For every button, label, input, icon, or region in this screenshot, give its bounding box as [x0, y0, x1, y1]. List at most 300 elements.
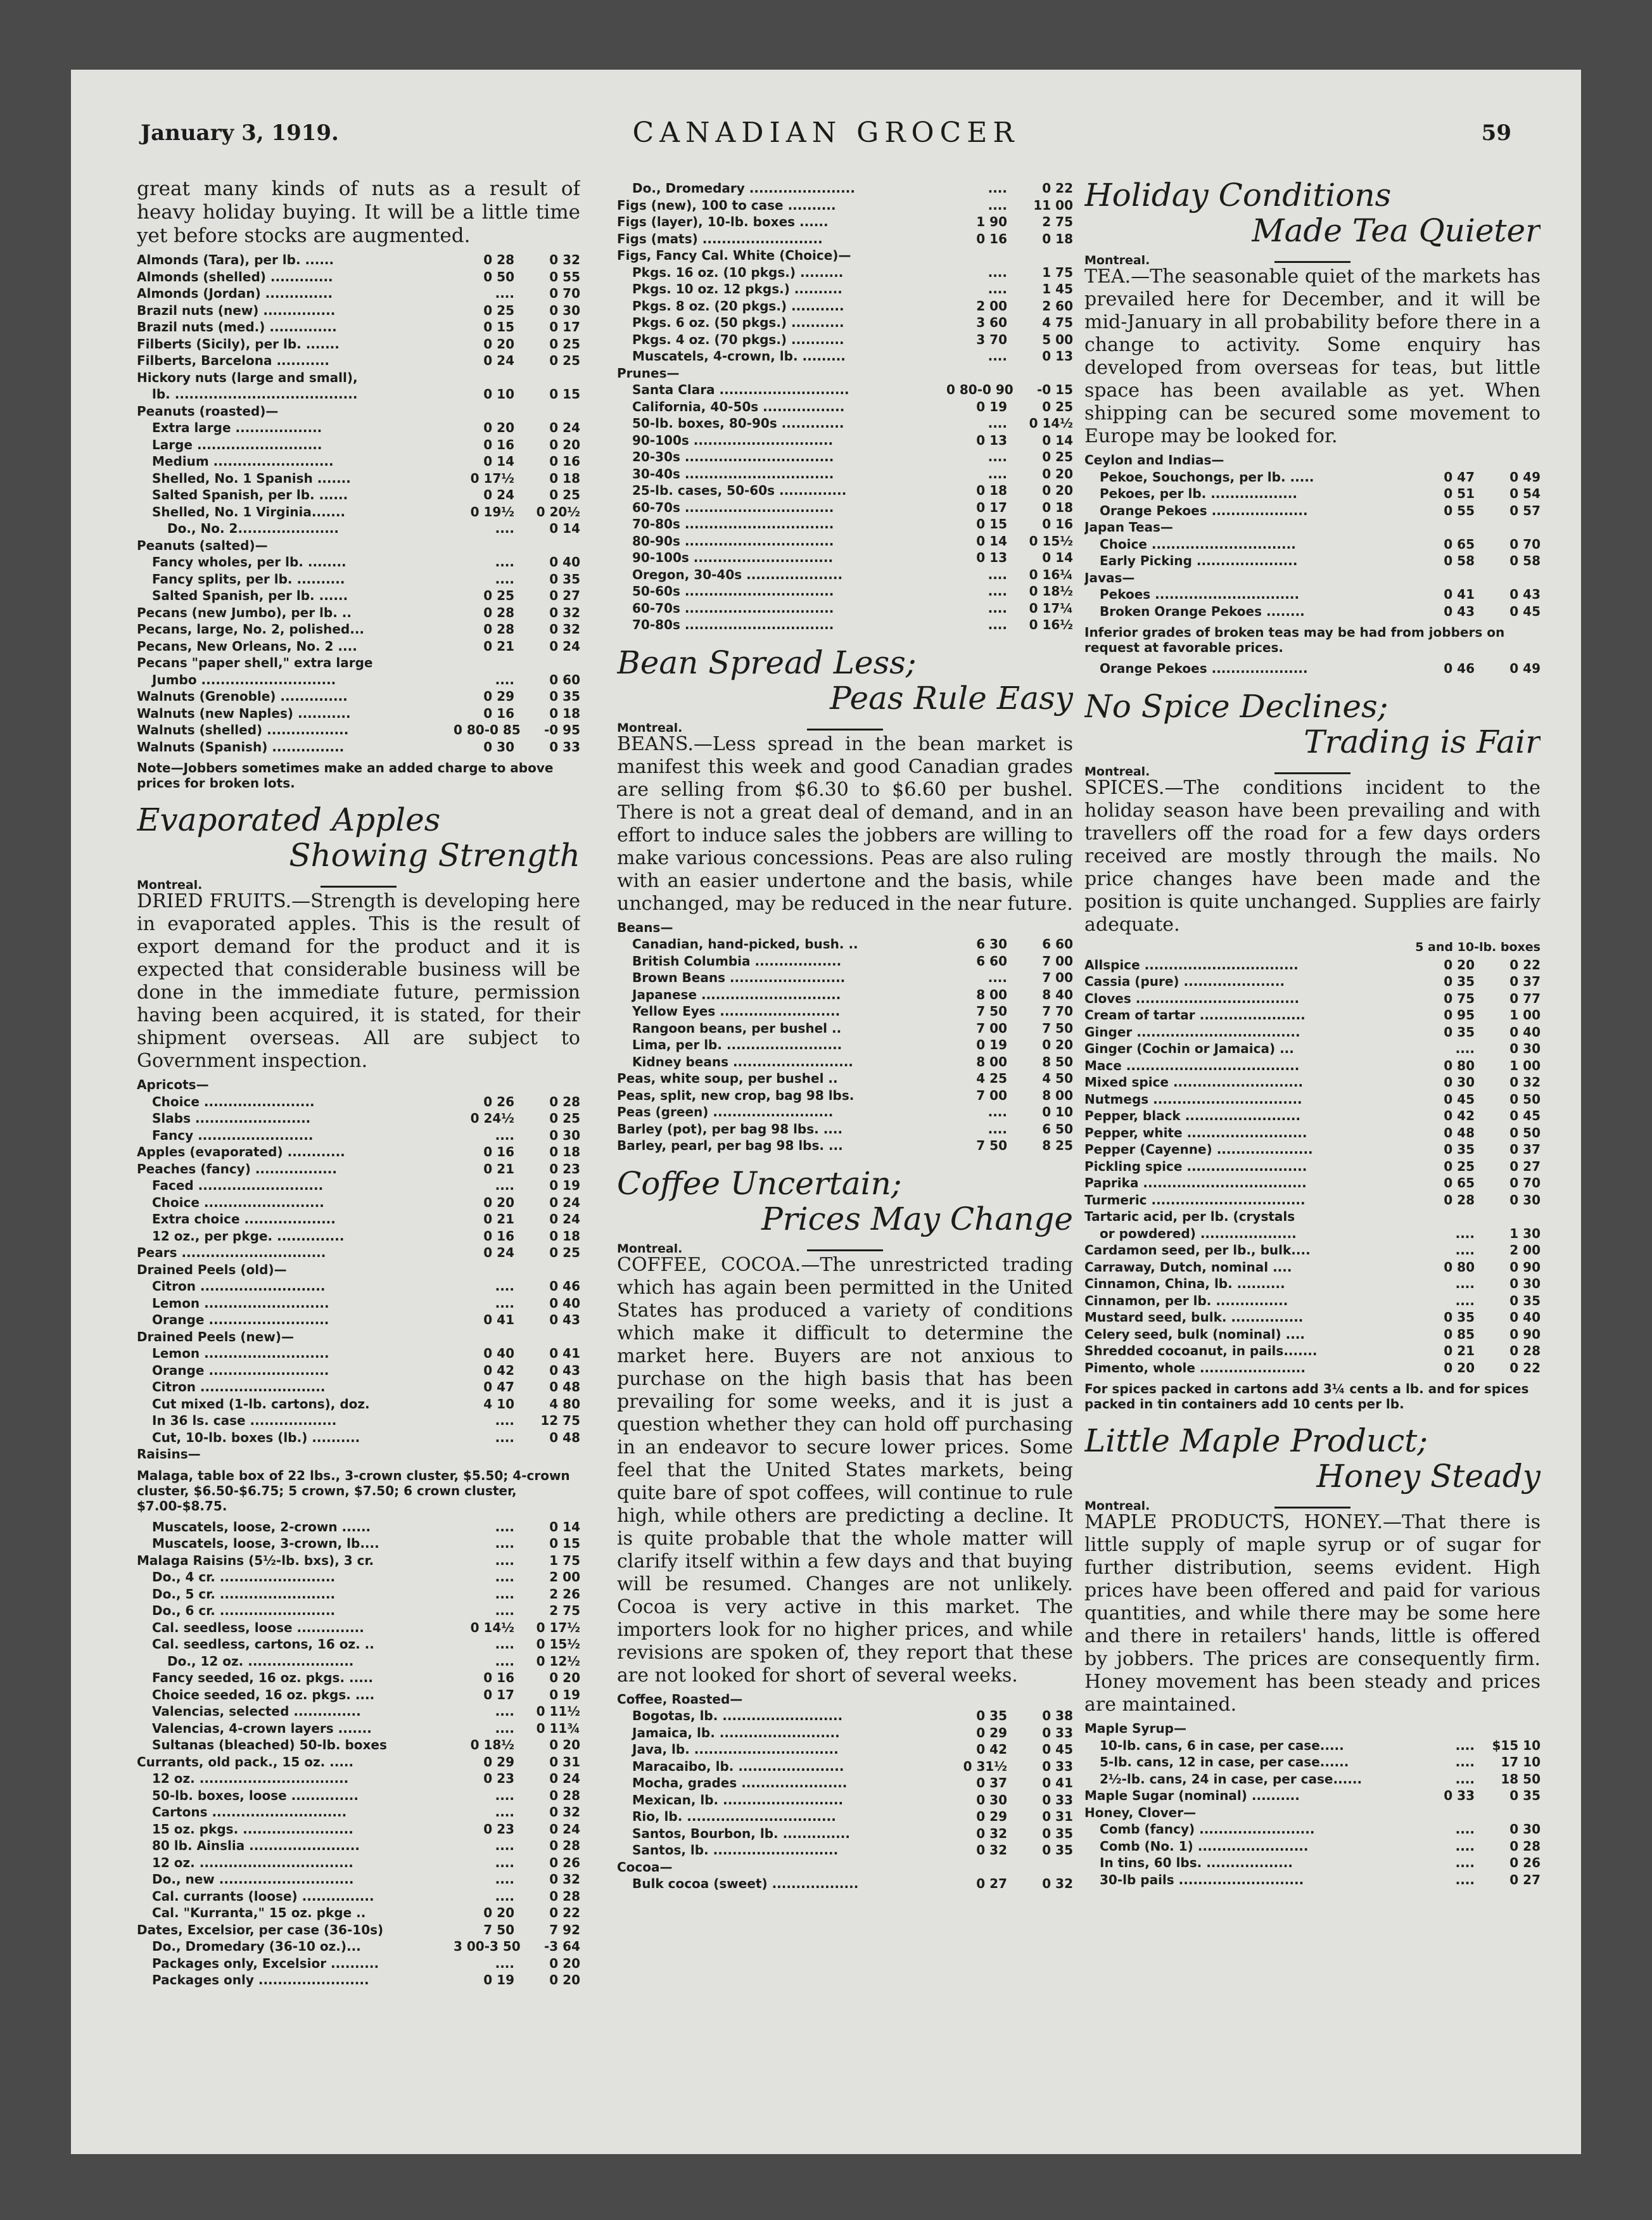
price-row [137, 604, 580, 622]
price-high: 0 40 [1509, 1024, 1541, 1040]
maple-honey-article: MAPLE PRODUCTS, HONEY.—That there is little supply of maple syrup or of sugar for further distribution, seems evident. High prices have been offered and paid for various quantities, and while there may be some here and there in retailers' hands, little is offered by jobbers. The prices are consequently firm. Honey movement has been steady and prices are maintained. [1084, 1511, 1541, 1716]
item-label: Salted Spanish, per lb. ...... [152, 588, 348, 603]
price-low: 0 20 [483, 420, 514, 435]
item-label: Filberts (Sicily), per lb. ....... [137, 336, 340, 352]
item-label: Packages only, Excelsior .......... [152, 1955, 379, 1971]
price-low: 0 75 [1444, 990, 1475, 1006]
coffee-price-table [617, 1691, 1073, 1892]
price-row [137, 1110, 580, 1127]
item-label: Rangoon beans, per bushel .. [632, 1020, 842, 1036]
price-high: 0 25 [1042, 449, 1073, 464]
price-low: .... [495, 1872, 514, 1887]
price-row [1084, 1343, 1541, 1360]
price-high: 0 18 [549, 1228, 580, 1244]
price-low: 0 55 [1444, 502, 1475, 518]
price-high: 0 35 [1509, 1292, 1541, 1308]
headline-no-spice-declines [1084, 689, 1541, 760]
price-high: 2 26 [549, 1586, 580, 1602]
price-low: .... [495, 1653, 514, 1669]
price-high: 17 10 [1501, 1754, 1541, 1770]
item-label: Celery seed, bulk (nominal) .... [1084, 1326, 1306, 1342]
price-row [137, 386, 580, 403]
price-low: 0 19 [976, 399, 1007, 414]
price-low: 0 95 [1444, 1007, 1475, 1023]
price-low: 0 20 [1444, 957, 1475, 973]
price-row [137, 487, 580, 504]
item-label: Mace .................................... [1084, 1057, 1300, 1073]
item-label: Lemon .......................... [152, 1346, 329, 1361]
price-row [617, 432, 1073, 449]
price-high: 0 77 [1509, 990, 1541, 1006]
price-high: 0 45 [1509, 603, 1541, 619]
price-high: 0 25 [549, 353, 580, 368]
item-label: Brown Beans ........................ [632, 970, 846, 985]
price-high: 0 15 [549, 386, 580, 402]
price-row [1084, 502, 1541, 520]
price-row [137, 504, 580, 521]
price-row [1084, 552, 1541, 570]
item-label: Ginger (Cochin or Jamaica) ... [1084, 1041, 1294, 1056]
price-low: 0 40 [483, 1346, 514, 1361]
price-high: 0 25 [549, 487, 580, 502]
price-row [137, 1144, 580, 1161]
price-row [137, 453, 580, 470]
price-low: 0 50 [483, 269, 514, 284]
price-row [137, 1552, 580, 1569]
item-label: Sultanas (bleached) 50-lb. boxes [152, 1737, 387, 1752]
price-row [617, 314, 1073, 331]
price-row [137, 470, 580, 487]
price-low [1414, 570, 1475, 587]
item-label: Faced .......................... [152, 1178, 324, 1193]
price-high: 1 45 [1042, 281, 1073, 297]
price-row [617, 348, 1073, 365]
price-low [454, 654, 514, 672]
item-label: Cassia (pure) ..................... [1084, 974, 1285, 989]
price-row [137, 654, 580, 672]
price-low: 0 24½ [470, 1111, 514, 1126]
tea-article: TEA.—The seasonable quiet of the markets has prevailed here for December, and it will be mid-January in all probability before there in a change to activity. Some enquiry has developed from overseas for teas, but little space has been available as yet. When shipping can be secured some movement to Europe may be looked for. [1084, 265, 1541, 447]
price-low: 0 21 [1444, 1343, 1475, 1358]
price-low [1414, 1804, 1475, 1821]
price-row [617, 197, 1073, 214]
item-label: Prunes— [617, 365, 680, 381]
price-low: 0 46 [1444, 661, 1475, 676]
item-label: Canadian, hand-picked, bush. .. [632, 936, 858, 952]
price-high [1007, 1691, 1073, 1708]
price-high: 0 30 [549, 302, 580, 318]
headline-line-1: Little Maple Product; [1084, 1422, 1428, 1459]
item-label: Salted Spanish, per lb. ...... [152, 487, 348, 502]
price-low: .... [988, 348, 1007, 364]
price-low: .... [988, 584, 1007, 599]
price-high: 0 30 [549, 1127, 580, 1143]
price-row [617, 415, 1073, 432]
price-low: 0 35 [1444, 1310, 1475, 1325]
price-low: 0 29 [976, 1725, 1007, 1740]
price-high: 0 25 [549, 1111, 580, 1126]
price-high: 2 75 [549, 1603, 580, 1618]
price-row [1084, 1326, 1541, 1343]
price-high: 0 30 [1509, 1821, 1541, 1837]
price-high: 0 20 [549, 1737, 580, 1752]
price-row [617, 583, 1073, 600]
item-label: 30-40s ............................... [632, 466, 834, 482]
price-row [137, 1127, 580, 1144]
item-label: 80 lb. Ainslia ....................... [152, 1838, 360, 1853]
price-high: 0 54 [1509, 486, 1541, 501]
item-label: Choice ......................... [152, 1194, 324, 1210]
price-low: 0 13 [976, 550, 1007, 565]
item-label: Maracaibo, lb. ...................... [632, 1758, 844, 1774]
item-label: Apples (evaporated) ............ [137, 1144, 345, 1159]
price-high: 0 18 [1042, 231, 1073, 246]
column-3 [1084, 177, 1541, 2129]
item-label: Do., new ............................ [152, 1872, 354, 1887]
price-high: 5 00 [1042, 331, 1073, 347]
price-low: 0 16 [483, 1670, 514, 1685]
item-label: 25-lb. cases, 50-60s .............. [632, 483, 847, 498]
price-high: 0 18½ [1029, 584, 1073, 599]
price-row [137, 1261, 580, 1279]
item-label: Shredded cocoanut, in pails....... [1084, 1343, 1318, 1358]
price-row [1084, 1175, 1541, 1192]
price-low: 0 24 [483, 353, 514, 368]
price-row [1084, 1804, 1541, 1821]
item-label: Pkgs. 6 oz. (50 pkgs.) ........... [632, 315, 844, 330]
price-high [1475, 519, 1541, 536]
price-row [617, 331, 1073, 348]
price-high: 1 00 [1509, 1007, 1541, 1023]
dateline [1084, 1499, 1541, 1513]
price-low: 0 41 [1444, 587, 1475, 602]
price-high: 2 75 [1042, 214, 1073, 229]
price-high: 0 20 [549, 437, 580, 452]
item-label: 50-lb. boxes, loose .............. [152, 1787, 359, 1803]
item-label: Walnuts (shelled) ................. [137, 722, 349, 737]
malaga-note: Malaga, table box of 22 lbs., 3-crown cluster, $5.50; 4-crown cluster, $6.50-$6.75; 5 crown, $7.50; 6 crown cluster, $7.00-$8.75. [137, 1467, 570, 1514]
price-row [137, 1804, 580, 1821]
price-high: 0 19 [549, 1178, 580, 1193]
price-low: 0 35 [1444, 1142, 1475, 1157]
item-label: Valencias, selected .............. [152, 1704, 361, 1719]
item-label: Ginger .................................. [1084, 1024, 1300, 1040]
price-low: .... [495, 1586, 514, 1602]
spice-note: For spices packed in cartons add 3¼ cents a lb. and for spices packed in tin containers add 10 cents per lb. [1084, 1381, 1529, 1412]
nuts-note: Note—Jobbers sometimes make an added charge to above prices for broken lots. [137, 760, 554, 791]
price-low: 0 65 [1444, 1175, 1475, 1190]
price-low: 0 16 [483, 1144, 514, 1159]
price-row [1084, 519, 1541, 536]
price-high: 0 48 [549, 1379, 580, 1394]
price-row [137, 1244, 580, 1261]
beans-article: BEANS.—Less spread in the bean market is manifest this week and good Canadian grades are selling from $6.30 to $6.60 per bushel. There is not a great deal of demand, and in an effort to induce sales the jobbers are willing to make various concessions. Peas are also ruling with an easier undertone and the basis, while unchanged, may be reduced in the near future. [617, 732, 1073, 915]
item-label: Pecans (new Jumbo), per lb. .. [137, 604, 352, 620]
item-label: Yellow Eyes ......................... [632, 1004, 841, 1019]
price-low: .... [495, 1955, 514, 1971]
price-row [137, 638, 580, 655]
price-low: .... [988, 1104, 1007, 1120]
item-label: Peas (green) ......................... [617, 1104, 834, 1120]
price-row [137, 1669, 580, 1687]
price-row [137, 1311, 580, 1329]
item-label: Muscatels, loose, 2-crown ...... [152, 1519, 371, 1534]
price-high: 0 38 [1042, 1708, 1073, 1723]
price-row [617, 549, 1073, 566]
price-high: 0 32 [1042, 1876, 1073, 1891]
price-row [137, 437, 580, 454]
price-high: 0 40 [549, 554, 580, 570]
price-low: 0 19 [976, 1037, 1007, 1052]
price-high: 0 24 [549, 1821, 580, 1837]
item-label: Shelled, No. 1 Spanish ....... [152, 470, 351, 486]
price-low: 0 19 [483, 1972, 514, 1987]
price-high: 0 28 [549, 1787, 580, 1803]
price-low: .... [495, 1279, 514, 1294]
price-high: 2 00 [1509, 1242, 1541, 1258]
price-high: 0 14½ [1029, 416, 1073, 431]
figs-prunes-price-table [617, 180, 1073, 634]
item-label: 15 oz. pkgs. ....................... [152, 1821, 353, 1837]
price-row [617, 1775, 1073, 1792]
price-row [617, 1020, 1073, 1037]
price-row [1084, 1275, 1541, 1292]
nuts-price-table [137, 252, 580, 755]
price-high: 0 26 [549, 1854, 580, 1870]
price-row [617, 466, 1073, 483]
item-label: Figs (new), 100 to case .......... [617, 197, 836, 213]
item-label: Muscatels, 4-crown, lb. ......... [632, 348, 846, 364]
price-high [1475, 1720, 1541, 1737]
price-high [1007, 1859, 1073, 1876]
price-low: 0 28 [483, 252, 514, 267]
price-row [617, 247, 1073, 264]
item-label: Fancy seeded, 16 oz. pkgs. ..... [152, 1670, 373, 1685]
price-low: .... [1455, 1276, 1475, 1291]
price-low [946, 919, 1007, 936]
price-row [617, 566, 1073, 584]
price-low: .... [495, 1127, 514, 1143]
price-high: 0 15½ [1029, 533, 1073, 549]
price-high: 0 23 [549, 1161, 580, 1177]
price-high: 0 40 [549, 1295, 580, 1311]
price-row [1084, 485, 1541, 502]
item-label: Cal. currants (loose) ............... [152, 1888, 374, 1904]
price-row [617, 281, 1073, 298]
price-low: 0 16 [483, 705, 514, 721]
price-low: 0 80 [1444, 1259, 1475, 1275]
item-label: Packages only ....................... [152, 1972, 369, 1987]
price-high: 0 20½ [536, 504, 580, 520]
price-high: 0 16¼ [1029, 566, 1073, 582]
price-low: 0 17½ [470, 470, 514, 486]
item-label: Nutmegs ............................... [1084, 1091, 1302, 1107]
price-high: 0 18 [1042, 499, 1073, 515]
price-low: 0 31½ [963, 1758, 1007, 1774]
item-label: Pekoes .............................. [1100, 587, 1300, 602]
price-low [454, 1446, 514, 1463]
price-low: .... [1455, 1771, 1475, 1787]
price-high: 0 22 [1042, 181, 1073, 196]
item-label: Kidney beans ......................... [632, 1054, 853, 1069]
price-high: 0 17¼ [1029, 600, 1073, 616]
item-label: Peanuts (salted)— [137, 537, 268, 553]
price-high: 0 11½ [536, 1704, 580, 1719]
price-low: 0 20 [483, 1194, 514, 1210]
price-high: 4 50 [1042, 1071, 1073, 1086]
price-low: 0 29 [976, 1809, 1007, 1824]
price-high: 0 32 [549, 1872, 580, 1887]
price-row [137, 1076, 580, 1094]
price-low: 0 20 [1444, 1360, 1475, 1375]
price-high: 0 70 [549, 286, 580, 301]
price-high: 0 90 [1509, 1326, 1541, 1342]
price-row [1084, 1192, 1541, 1209]
item-label: Cocoa— [617, 1859, 673, 1875]
headline-line-2: Prices May Change [761, 1200, 1073, 1237]
price-high: 0 50 [1509, 1091, 1541, 1107]
price-high: 8 50 [1042, 1054, 1073, 1069]
item-label: Coffee, Roasted— [617, 1691, 743, 1707]
price-high: 0 22 [549, 1905, 580, 1920]
price-low: 6 60 [976, 953, 1007, 969]
price-row [137, 1228, 580, 1245]
price-high: 0 33 [1042, 1725, 1073, 1740]
price-low: 7 50 [976, 1138, 1007, 1153]
item-label: 2½-lb. cans, 24 in case, per case...... [1100, 1771, 1363, 1787]
price-low: 0 47 [1444, 469, 1475, 485]
price-low: 0 20 [483, 1905, 514, 1920]
price-high: 0 32 [549, 1804, 580, 1820]
price-row [617, 1725, 1073, 1742]
price-low: 0 21 [483, 1211, 514, 1227]
price-low: 0 80-0 85 [454, 722, 521, 737]
item-label: Extra large .................. [152, 420, 322, 435]
item-label: Do., No. 2..................... [167, 521, 340, 536]
price-row [1084, 1107, 1541, 1125]
price-low [454, 1076, 514, 1094]
newspaper-page [71, 70, 1581, 2154]
item-label: 60-70s ............................... [632, 499, 834, 515]
price-low: .... [1455, 1225, 1475, 1241]
item-label: Fancy ........................ [152, 1127, 314, 1143]
price-low: 0 33 [1444, 1788, 1475, 1803]
price-low: 0 24 [483, 1245, 514, 1260]
headline-line-2: Honey Steady [1316, 1458, 1541, 1495]
price-row [617, 1691, 1073, 1708]
price-high: 0 48 [549, 1429, 580, 1445]
item-label: Shelled, No. 1 Virginia....... [152, 504, 346, 520]
price-high: 0 70 [1509, 536, 1541, 552]
price-row [1084, 1074, 1541, 1091]
price-low: 0 10 [483, 386, 514, 402]
price-low: .... [495, 1720, 514, 1736]
price-row [1084, 603, 1541, 620]
price-high: 0 45 [1042, 1742, 1073, 1757]
price-row [1084, 957, 1541, 974]
price-high: 0 33 [549, 739, 580, 755]
dried-fruits-article: DRIED FRUITS.—Strength is developing here in evaporated apples. This is the result of export demand for the product and it is expected that considerable business will be done in the immediate future, permission having been acquired, it is stated, for their shipment overseas. All are subject to Government inspection. [137, 890, 580, 1072]
price-row [137, 739, 580, 756]
price-high: 0 20 [1042, 483, 1073, 498]
price-low: 0 13 [976, 432, 1007, 448]
price-low: 0 48 [1444, 1125, 1475, 1140]
price-row [137, 1345, 580, 1362]
headline-little-maple-product [1084, 1423, 1541, 1494]
price-high [514, 537, 580, 554]
item-label: Do., 12 oz. ...................... [167, 1653, 354, 1669]
price-row [617, 482, 1073, 499]
price-row [137, 285, 580, 302]
price-high: 0 57 [1509, 502, 1541, 518]
price-low [454, 403, 514, 420]
price-high: -0 15 [1036, 382, 1073, 397]
price-high: 1 75 [549, 1552, 580, 1568]
price-low: .... [1455, 1292, 1475, 1308]
price-row [137, 1904, 580, 1922]
price-high: 7 00 [1042, 970, 1073, 985]
price-row [617, 1808, 1073, 1825]
price-row [1084, 1057, 1541, 1075]
price-row [617, 1707, 1073, 1725]
spices-article: SPICES.—The conditions incident to the holiday season have been prevailing and with travellers off the road for a few days orders received are mostly through the mails. No price changes have been made and the position is quite unchanged. Supplies are fairly adequate. [1084, 776, 1541, 936]
item-label: Early Picking ..................... [1100, 553, 1298, 568]
price-high: 0 20 [549, 1670, 580, 1685]
item-label: Walnuts (new Naples) ........... [137, 705, 351, 721]
price-row [1084, 1821, 1541, 1838]
price-high: -0 95 [543, 722, 580, 737]
spice-note-block [1084, 1381, 1541, 1412]
price-row [137, 302, 580, 319]
item-label: Almonds (Tara), per lb. ...... [137, 252, 334, 267]
item-label: Dates, Excelsior, per case (36-10s) [137, 1922, 384, 1937]
price-row [617, 381, 1073, 399]
price-row [1084, 1787, 1541, 1804]
price-high: 0 70 [1509, 1175, 1541, 1190]
price-high: 0 46 [549, 1279, 580, 1294]
item-label: Allspice ................................ [1084, 957, 1299, 973]
price-high: 0 28 [1509, 1343, 1541, 1358]
price-low: 0 17 [483, 1687, 514, 1702]
price-row [617, 600, 1073, 617]
price-row [617, 1087, 1073, 1104]
price-row [617, 969, 1073, 986]
item-label: Pimento, whole ...................... [1084, 1360, 1306, 1375]
price-low: 0 16 [483, 437, 514, 452]
price-high [514, 1446, 580, 1463]
item-label: 60-70s ............................... [632, 600, 834, 616]
spices-price-table [1084, 957, 1541, 1377]
price-low: .... [988, 617, 1007, 632]
price-high [1475, 1804, 1541, 1821]
price-row [137, 336, 580, 353]
price-high: 0 17 [549, 319, 580, 335]
item-label: Ceylon and Indias— [1084, 452, 1224, 468]
publication-title: CANADIAN GROCER [632, 117, 1020, 149]
price-row [617, 499, 1073, 516]
price-high: 0 41 [1042, 1775, 1073, 1790]
price-high: 0 25 [1042, 399, 1073, 414]
price-row [617, 449, 1073, 466]
item-label: Paprika .................................. [1084, 1175, 1307, 1190]
price-high: 0 15 [549, 1536, 580, 1551]
price-high: 0 35 [1509, 1788, 1541, 1803]
price-high: 0 27 [1509, 1158, 1541, 1174]
price-high: 0 16 [1042, 516, 1073, 532]
price-high: 0 16½ [1029, 617, 1073, 632]
price-high: 1 30 [1509, 1225, 1541, 1241]
price-row [617, 298, 1073, 315]
